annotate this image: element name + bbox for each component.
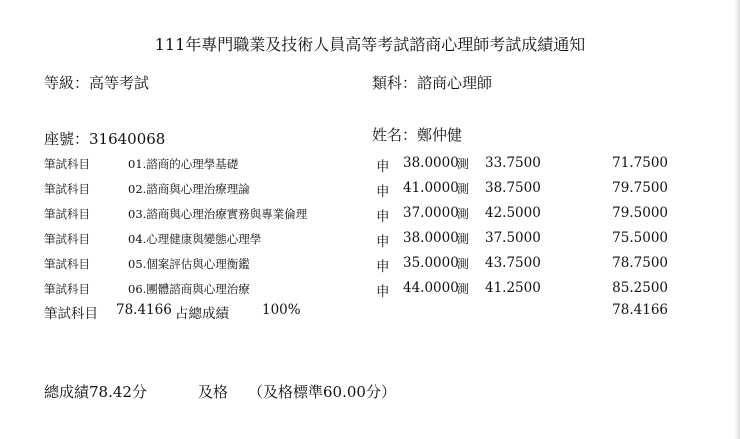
subject-total: 75.5000 [612,230,668,246]
subject-name: 02.諮商與心理治療理論 [128,182,250,196]
mark-1: 申 [376,259,390,275]
exam-category: 類科：諮商心理師 [372,74,493,92]
mark-2: 測 [457,182,470,196]
subject-name: 03.諮商與心理治療實務與專業倫理 [128,207,308,221]
subject-name: 04.心理健康與變態心理學 [128,232,262,246]
final-total: 總成績78.42分 [44,383,147,401]
subject-total: 79.5000 [612,205,668,221]
score-2: 37.5000 [485,230,541,246]
score-1: 35.0000 [403,255,459,271]
summary-label: 筆試科目 [44,306,98,322]
score-2: 33.7500 [485,155,541,171]
subject-type: 筆試科目 [44,282,90,296]
summary-weight-label: 占總成績 [175,306,229,322]
score-2: 43.7500 [485,255,541,271]
candidate-name: 姓名：鄭仲健 [372,126,463,144]
summary-weight: 100% [262,302,301,318]
subject-type: 筆試科目 [44,182,90,196]
score-1: 38.0000 [403,230,459,246]
score-2: 42.5000 [485,205,541,221]
mark-2: 測 [457,257,470,271]
mark-1: 申 [376,209,390,225]
mark-1: 申 [376,184,390,200]
score-1: 37.0000 [403,205,459,221]
mark-2: 測 [457,207,470,221]
pass-standard: （及格標準60.00分） [248,383,396,401]
mark-2: 測 [457,157,470,171]
page-edge [734,0,740,439]
subject-type: 筆試科目 [44,207,90,221]
final-result: 及格 [198,383,229,401]
score-1: 41.0000 [403,180,459,196]
mark-2: 測 [457,232,470,246]
subject-type: 筆試科目 [44,157,90,171]
mark-1: 申 [376,159,390,175]
subject-name: 01.諮商的心理學基礎 [128,157,239,171]
score-2: 41.2500 [485,280,541,296]
subject-name: 05.個案評估與心理衡鑑 [128,257,250,271]
subject-total: 71.7500 [612,155,668,171]
score-2: 38.7500 [485,180,541,196]
subject-type: 筆試科目 [44,232,90,246]
subject-total: 85.2500 [612,280,668,296]
exam-level: 等級：高等考試 [44,74,150,92]
page-title: 111年專門職業及技術人員高等考試諮商心理師考試成績通知 [154,35,586,54]
seat-number: 座號：31640068 [44,130,166,148]
score-1: 38.0000 [403,155,459,171]
mark-1: 申 [376,284,390,300]
mark-1: 申 [376,234,390,250]
subject-name: 06.團體諮商與心理治療 [128,282,250,296]
summary-total: 78.4166 [612,302,668,318]
subject-total: 79.7500 [612,180,668,196]
subject-type: 筆試科目 [44,257,90,271]
score-1: 44.0000 [403,280,459,296]
summary-score: 78.4166 [116,302,172,318]
mark-2: 測 [457,282,470,296]
subject-total: 78.7500 [612,255,668,271]
